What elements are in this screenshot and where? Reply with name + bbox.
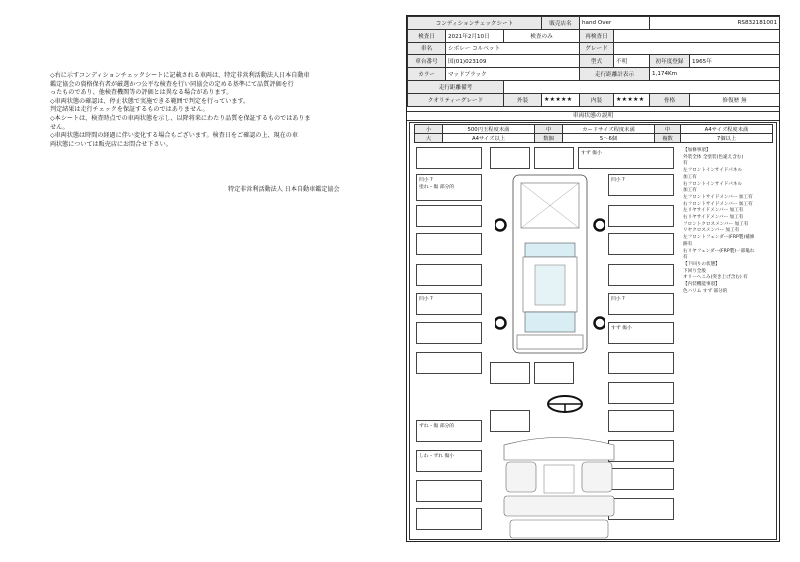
note-item: オリーへこみ(突き上げ含む) 有 [683,275,748,281]
car-top-view-diagram [495,165,605,360]
box-left-4 [416,233,482,255]
color-value: マッドブラック [446,68,580,81]
note-item: 【加修事項】 [683,148,711,153]
note-item: 右フロントインサイドパネル [683,181,743,187]
note-line: ◇本シートは、検査時点での車両状態を示し、以降将来にわたり品質を保証するものではありま [50,114,311,122]
note-item: 色ハリム すず 部分的 [683,288,728,294]
medium2-desc: A4サイズ程度未満 [681,125,773,134]
box-text: 凹小 ? [419,178,433,183]
repair-value: 修復歴 無 [690,93,780,106]
note-line: 両状態については販売店にお問合せ下さい。 [50,140,172,148]
small-desc: 500円玉程度未満 [443,125,535,134]
box-right-4 [608,233,674,255]
grade-value [614,42,780,55]
box-bottom-2 [534,362,574,384]
box-right-5 [608,264,674,286]
notes-block [50,72,360,149]
box-bottom-3 [490,410,530,432]
history-label: 走行距離備考 [408,80,504,93]
box-right-10 [608,410,674,432]
mileage-label: 走行距離計表示 [580,68,650,81]
repair-notes [683,148,778,295]
note-item: 加工有 [683,188,697,194]
note-line: ◇車両状態は時間の経過に伴い変化する場合もございます。検査日をご確認の上、現在の車 [50,132,298,140]
note-item: 【下回りの状態】 [683,261,720,267]
header-table [407,16,780,107]
medium-desc: カードサイズ程度未満 [563,125,655,134]
note-item: 左リヤサイドメンバー 加工有 [683,208,744,214]
box-text: 凹小 ? [419,297,433,302]
note-item: 跡有 [683,241,693,247]
note-item: 加工有 [683,174,697,180]
box-text: 凹小 ? [611,178,625,183]
sheet-title: コンディションチェックシート [408,17,542,30]
medium-label: 中 [535,125,563,134]
box-right-9 [608,382,674,404]
exterior-label: 外装 [504,93,542,106]
many-label: 複数 [655,134,681,143]
note-item: 有 [683,255,688,261]
inspection-date: 2021年2月10日 [446,29,504,42]
dealer-value: hand Over [580,17,650,30]
chassis-label: 車台番号 [408,55,446,68]
sheet-number: RS832181001 [650,17,780,30]
car-name-label: 車名 [408,42,446,55]
box-left-1 [416,147,482,169]
box-left-3 [416,205,482,227]
interior-diagram [494,430,624,545]
note-item: 左フロントフェンダー(FRP製)補修 [683,235,755,241]
box-right-8 [608,352,674,374]
note-item: フロントクロスメンバー 加工有 [683,221,749,227]
repair-label: 骨格 [650,93,690,106]
large-desc: A4サイズ以上 [443,134,535,143]
note-item: 左フロントサイドメンバー 加工有 [683,194,753,200]
box-right-6 [608,293,674,315]
history-value [504,80,780,93]
box-left-2 [416,174,482,201]
box-lower-1 [416,420,482,442]
count-desc: 5～6個 [563,134,655,143]
note-item: 下回り全般 [683,268,706,274]
interior-label: 内装 [580,93,614,106]
steering-wheel-icon [545,390,585,418]
box-left-5 [416,264,482,286]
note-item: 【内装機能事項】 [683,282,720,288]
association-name: 特定非営利活動法人 日本自動車鑑定協会 [228,186,340,193]
box-lower-3 [416,480,482,502]
model-value: 不明 [614,55,650,68]
box-text: しわ・ずれ 傷小 [419,454,455,459]
count-label: 数個 [535,134,563,143]
box-left-7 [416,322,482,344]
many-desc: 7個以上 [681,134,773,143]
note-item: 右フロントサイドメンバー 加工有 [683,201,753,207]
box-lower-4 [416,508,482,530]
dealer-label: 販売店名 [542,17,580,30]
first-reg-label: 初年度登録 [650,55,690,68]
model-label: 型式 [580,55,614,68]
box-right-2 [608,174,674,196]
box-right-3 [608,205,674,227]
car-name: シボレー コルベット [446,42,580,55]
reinspection-label: 再検査日 [580,29,614,42]
box-text: 塗れ・傷 部分的 [419,185,455,190]
note-item: 有 [683,161,688,167]
chassis-value: 国(01)023109 [446,55,580,68]
exterior-stars: ★★★★★ [542,93,580,106]
box-left-8 [416,352,482,374]
explanation-title: 車両状態の説明 [407,111,779,121]
mileage-value: 1,174Km [650,68,780,81]
note-line: ◇右に示すコンディションチェックシートに記載される車両は、特定非営利活動法人日本自動車 [50,72,310,79]
medium2-label: 中 [655,125,681,134]
first-reg-value: 1965年 [690,55,780,68]
note-line: 鑑定協会の資格保有者が厳選かつ公平な検査を行い同協会の定める基準にて品質評価を行 [50,80,294,88]
inspection-date-label: 検査日 [408,29,446,42]
scale-table [414,124,773,143]
inspection-type: 検査のみ [504,29,580,42]
large-label: 大 [415,134,443,143]
box-text: すず 傷小 [611,326,632,331]
reinspection-value [614,29,780,42]
note-item: リヤクロスメンバー 加工有 [683,228,740,234]
box-right-7 [608,322,674,344]
interior-stars: ★★★★★ [614,93,650,106]
note-line: ◇車両状態の確認は、停止状態で実施できる範囲で判定を行っています。 [50,97,250,105]
box-text: ずれ・傷 部分的 [419,424,455,429]
note-item: 左フロントインサイドパネル [683,168,743,174]
quality-label: クオリティーグレード [408,93,504,106]
box-lower-2 [416,450,482,472]
note-line: せん。 [50,123,69,131]
note-item: 右リヤサイドメンバー 加工有 [683,215,744,221]
small-label: 小 [415,125,443,134]
color-label: カラー [408,68,446,81]
note-line: ったものであり、他検査機関等の評価とは異なる場合があります。 [50,89,233,97]
box-text: すず 傷小 [581,151,602,156]
box-text: 凹小 ? [611,297,625,302]
box-left-6 [416,293,482,315]
box-bottom-1 [490,362,530,384]
grade-label: グレード [580,42,614,55]
note-item: 外装全体 全塗装(色違え含む) [683,154,744,160]
note-line: 判定結果は走行チェックを保証するものではありません。 [50,106,209,114]
note-item: 右リヤフェンダー(FRP製)一部亀れ [683,248,755,254]
